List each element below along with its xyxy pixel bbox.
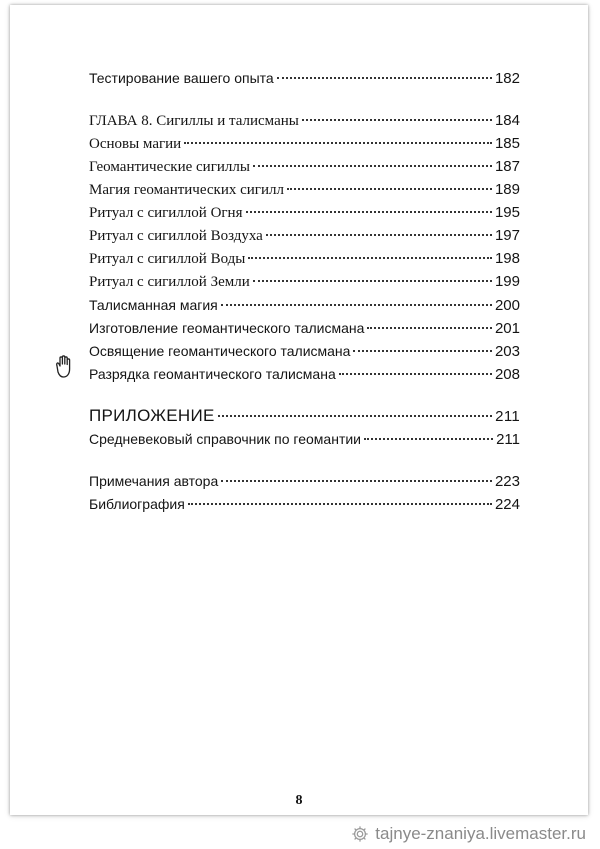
toc-entry-page: 195: [494, 204, 520, 221]
toc-leader-dots: [367, 327, 492, 329]
toc-entry-talisman-discharge: [89, 363, 520, 385]
page-number: 8: [295, 793, 303, 808]
toc-entry-page: 197: [494, 227, 520, 244]
toc-entry-page: 211: [496, 431, 520, 448]
toc-entry-title: Средневековый справочник по геомантии: [89, 431, 362, 447]
toc-entry-page: 223: [494, 473, 520, 490]
toc-leader-dots: [248, 257, 492, 259]
toc-entry-air-ritual: [89, 225, 520, 247]
toc-entry-page: 189: [494, 181, 520, 198]
toc-entry-page: 200: [494, 297, 520, 314]
toc-entry-page: 203: [494, 343, 520, 360]
toc-entry-title: Библиография: [89, 496, 185, 512]
toc-entry-page: 184: [494, 112, 520, 129]
toc-leader-dots: [353, 350, 492, 352]
toc-entry-title: Примечания автора: [89, 473, 219, 489]
toc-leader-dots: [188, 503, 492, 505]
toc-entry-geomantic-sigils: [89, 156, 520, 178]
toc-entry-title: ГЛАВА 8. Сигиллы и талисманы: [89, 113, 299, 129]
toc-entry-title: Основы магии: [89, 136, 182, 152]
toc-entry-page: 199: [494, 273, 520, 290]
toc-entry-page: 185: [494, 135, 520, 152]
toc-entry-page: 182: [494, 70, 520, 87]
toc-entry-title: Освящение геомантического талисмана: [89, 343, 351, 359]
toc-leader-dots: [287, 188, 492, 190]
toc-entry-title: ПРИЛОЖЕНИЕ: [89, 406, 215, 425]
toc-entry-title: Талисманная магия: [89, 297, 218, 313]
toc-entry-page: 208: [494, 366, 520, 383]
toc-entry-magic-basics: [89, 133, 520, 155]
toc-leader-dots: [364, 438, 493, 440]
toc-leader-dots: [218, 415, 493, 417]
gear-icon: [351, 825, 369, 843]
toc-leader-dots: [339, 373, 492, 375]
toc-leader-dots: [266, 234, 492, 236]
toc-entry-sigil-magic: [89, 179, 520, 201]
toc-leader-dots: [253, 280, 492, 282]
toc-entry-title: Геомантические сигиллы: [89, 159, 250, 175]
toc-entry-talisman-magic: [89, 294, 520, 316]
toc-entry-author-notes: [89, 470, 520, 492]
hand-pointer-icon: [52, 354, 78, 380]
toc-entry-appendix: [89, 405, 520, 427]
book-page: [10, 5, 588, 815]
toc-entry-title: Ритуал с сигиллой Огня: [89, 205, 243, 221]
toc-entry-medieval-handbook: [89, 428, 520, 450]
toc-leader-dots: [253, 165, 492, 167]
toc-entry-testing-experience: [89, 67, 520, 89]
table-of-contents: [10, 5, 588, 815]
toc-entry-title: Ритуал с сигиллой Воды: [89, 251, 246, 267]
toc-entry-title: Разрядка геомантического талисмана: [89, 366, 336, 382]
toc-leader-dots: [302, 119, 492, 121]
toc-entry-title: Ритуал с сигиллой Воздуха: [89, 228, 263, 244]
toc-leader-dots: [221, 304, 492, 306]
watermark-text: tajnye-znaniya.livemaster.ru: [375, 824, 586, 843]
toc-leader-dots: [184, 142, 492, 144]
toc-entry-title: Магия геомантических сигилл: [89, 182, 284, 198]
toc-entry-title: Ритуал с сигиллой Земли: [89, 274, 250, 290]
toc-entry-page: 187: [494, 158, 520, 175]
watermark: [351, 824, 586, 844]
toc-leader-dots: [277, 77, 492, 79]
toc-entry-water-ritual: [89, 248, 520, 270]
toc-entry-fire-ritual: [89, 202, 520, 224]
toc-leader-dots: [221, 480, 492, 482]
toc-entry-title: Изготовление геомантического талисмана: [89, 320, 365, 336]
toc-entry-page: 211: [495, 408, 520, 425]
toc-entry-page: 201: [494, 320, 520, 337]
toc-entry-talisman-consecration: [89, 340, 520, 362]
toc-leader-dots: [246, 211, 492, 213]
toc-entry-earth-ritual: [89, 271, 520, 293]
toc-entry-page: 224: [494, 496, 520, 513]
toc-entry-page: 198: [494, 250, 520, 267]
toc-entry-talisman-making: [89, 317, 520, 339]
toc-entry-bibliography: [89, 493, 520, 515]
toc-entry-title: Тестирование вашего опыта: [89, 70, 274, 86]
toc-entry-chapter-8: [89, 110, 520, 132]
